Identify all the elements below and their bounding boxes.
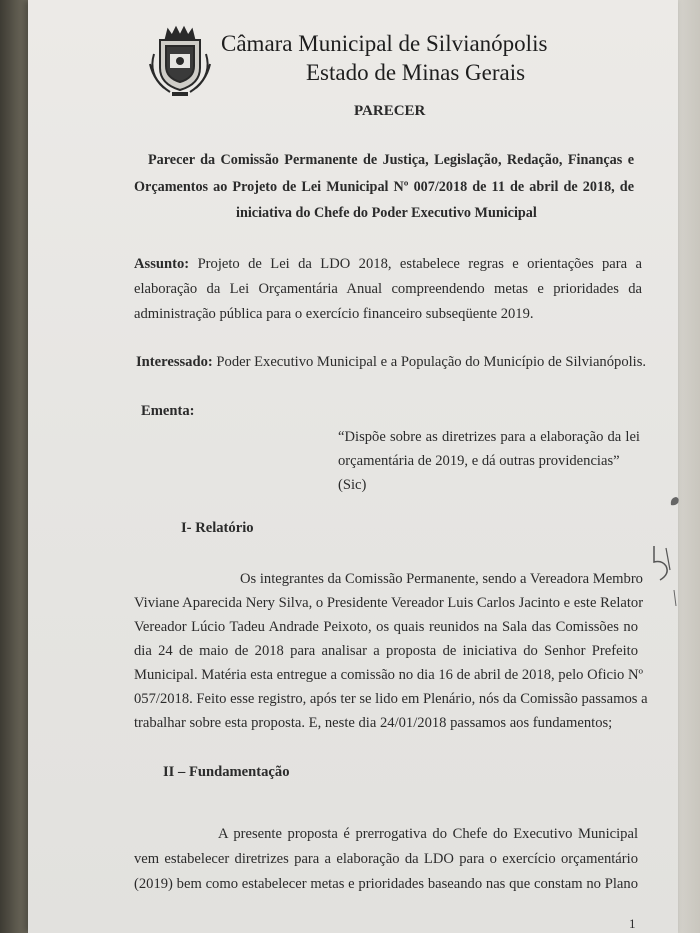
subject-line-3: iniciativa do Chefe do Poder Executivo Municipal: [236, 205, 537, 221]
assunto-line-3: administração pública para o exercício financeiro subseqüente 2019.: [134, 306, 534, 322]
interessado-line: [136, 355, 646, 370]
header-state-name: Estado de Minas Gerais: [306, 60, 526, 85]
relatorio-line-2: Viviane Aparecida Nery Silva, o Presidente Vereador Luis Carlos Jacinto e este Relator: [134, 595, 644, 611]
fundamentacao-line-2: vem estabelecer diretrizes para a elaboração da LDO para o exercício orçamentário: [134, 851, 638, 867]
assunto-line-2: elaboração da Lei Orçamentária Anual compreendendo metas e prioridades da: [134, 281, 642, 297]
section-2-heading: II – Fundamentação: [163, 764, 290, 780]
section-1-heading: I- Relatório: [181, 520, 254, 536]
interessado-text: Poder Executivo Municipal e a População do Município de Silvianópolis.: [216, 354, 647, 370]
relatorio-line-4: dia 24 de maio de 2018 para analisar a proposta de iniciativa do Senhor Prefeito: [134, 643, 638, 659]
fundamentacao-line-3: (2019) bem como estabelecer metas e prioridades baseando nas que constam no Plano: [134, 876, 638, 892]
relatorio-line-1: Os integrantes da Comissão Permanente, sendo a Vereadora Membro: [240, 571, 643, 587]
header-chamber-name: Câmara Municipal de Silvianópolis: [221, 31, 548, 56]
relatorio-line-3: Vereador Lúcio Tadeu Andrade Peixoto, os quais reunidos na Sala das Comissões no: [134, 619, 638, 635]
handwritten-margin-mark: [650, 540, 680, 610]
ementa-line-3: (Sic): [338, 477, 367, 493]
fundamentacao-line-1: A presente proposta é prerrogativa do Chefe do Executivo Municipal: [218, 826, 638, 842]
assunto-line-1: [134, 257, 642, 272]
document-page: [28, 0, 678, 933]
interessado-label: Interessado:: [136, 354, 213, 370]
coat-of-arms-seal: [146, 24, 214, 98]
document-title: PARECER: [354, 103, 426, 119]
subject-line-1: Parecer da Comissão Permanente de Justiça, Legislação, Redação, Finanças e: [148, 152, 634, 168]
assunto-text-1: Projeto de Lei da LDO 2018, estabelece regras e orientações para a: [197, 256, 642, 272]
subject-line-2: Orçamentos ao Projeto de Lei Municipal Nº 007/2018 de 11 de abril de 2018, de: [134, 179, 634, 195]
ementa-line-1: “Dispõe sobre as diretrizes para a elaboração da lei: [338, 429, 640, 445]
ementa-label: Ementa:: [141, 403, 195, 419]
relatorio-line-5: Municipal. Matéria esta entregue a comissão no dia 16 de abril de 2018, pelo Oficio Nº: [134, 667, 644, 683]
page-number: 1: [629, 916, 636, 931]
relatorio-line-7: trabalhar sobre esta proposta. E, neste dia 24/01/2018 passamos aos fundamentos;: [134, 715, 613, 731]
relatorio-line-6: 057/2018. Feito esse registro, após ter se lido em Plenário, nós da Comissão passamos a: [134, 691, 648, 707]
assunto-label: Assunto:: [134, 256, 190, 272]
ink-dot-mark: [668, 494, 682, 508]
ementa-line-2: orçamentária de 2019, e dá outras providencias”: [338, 453, 620, 469]
